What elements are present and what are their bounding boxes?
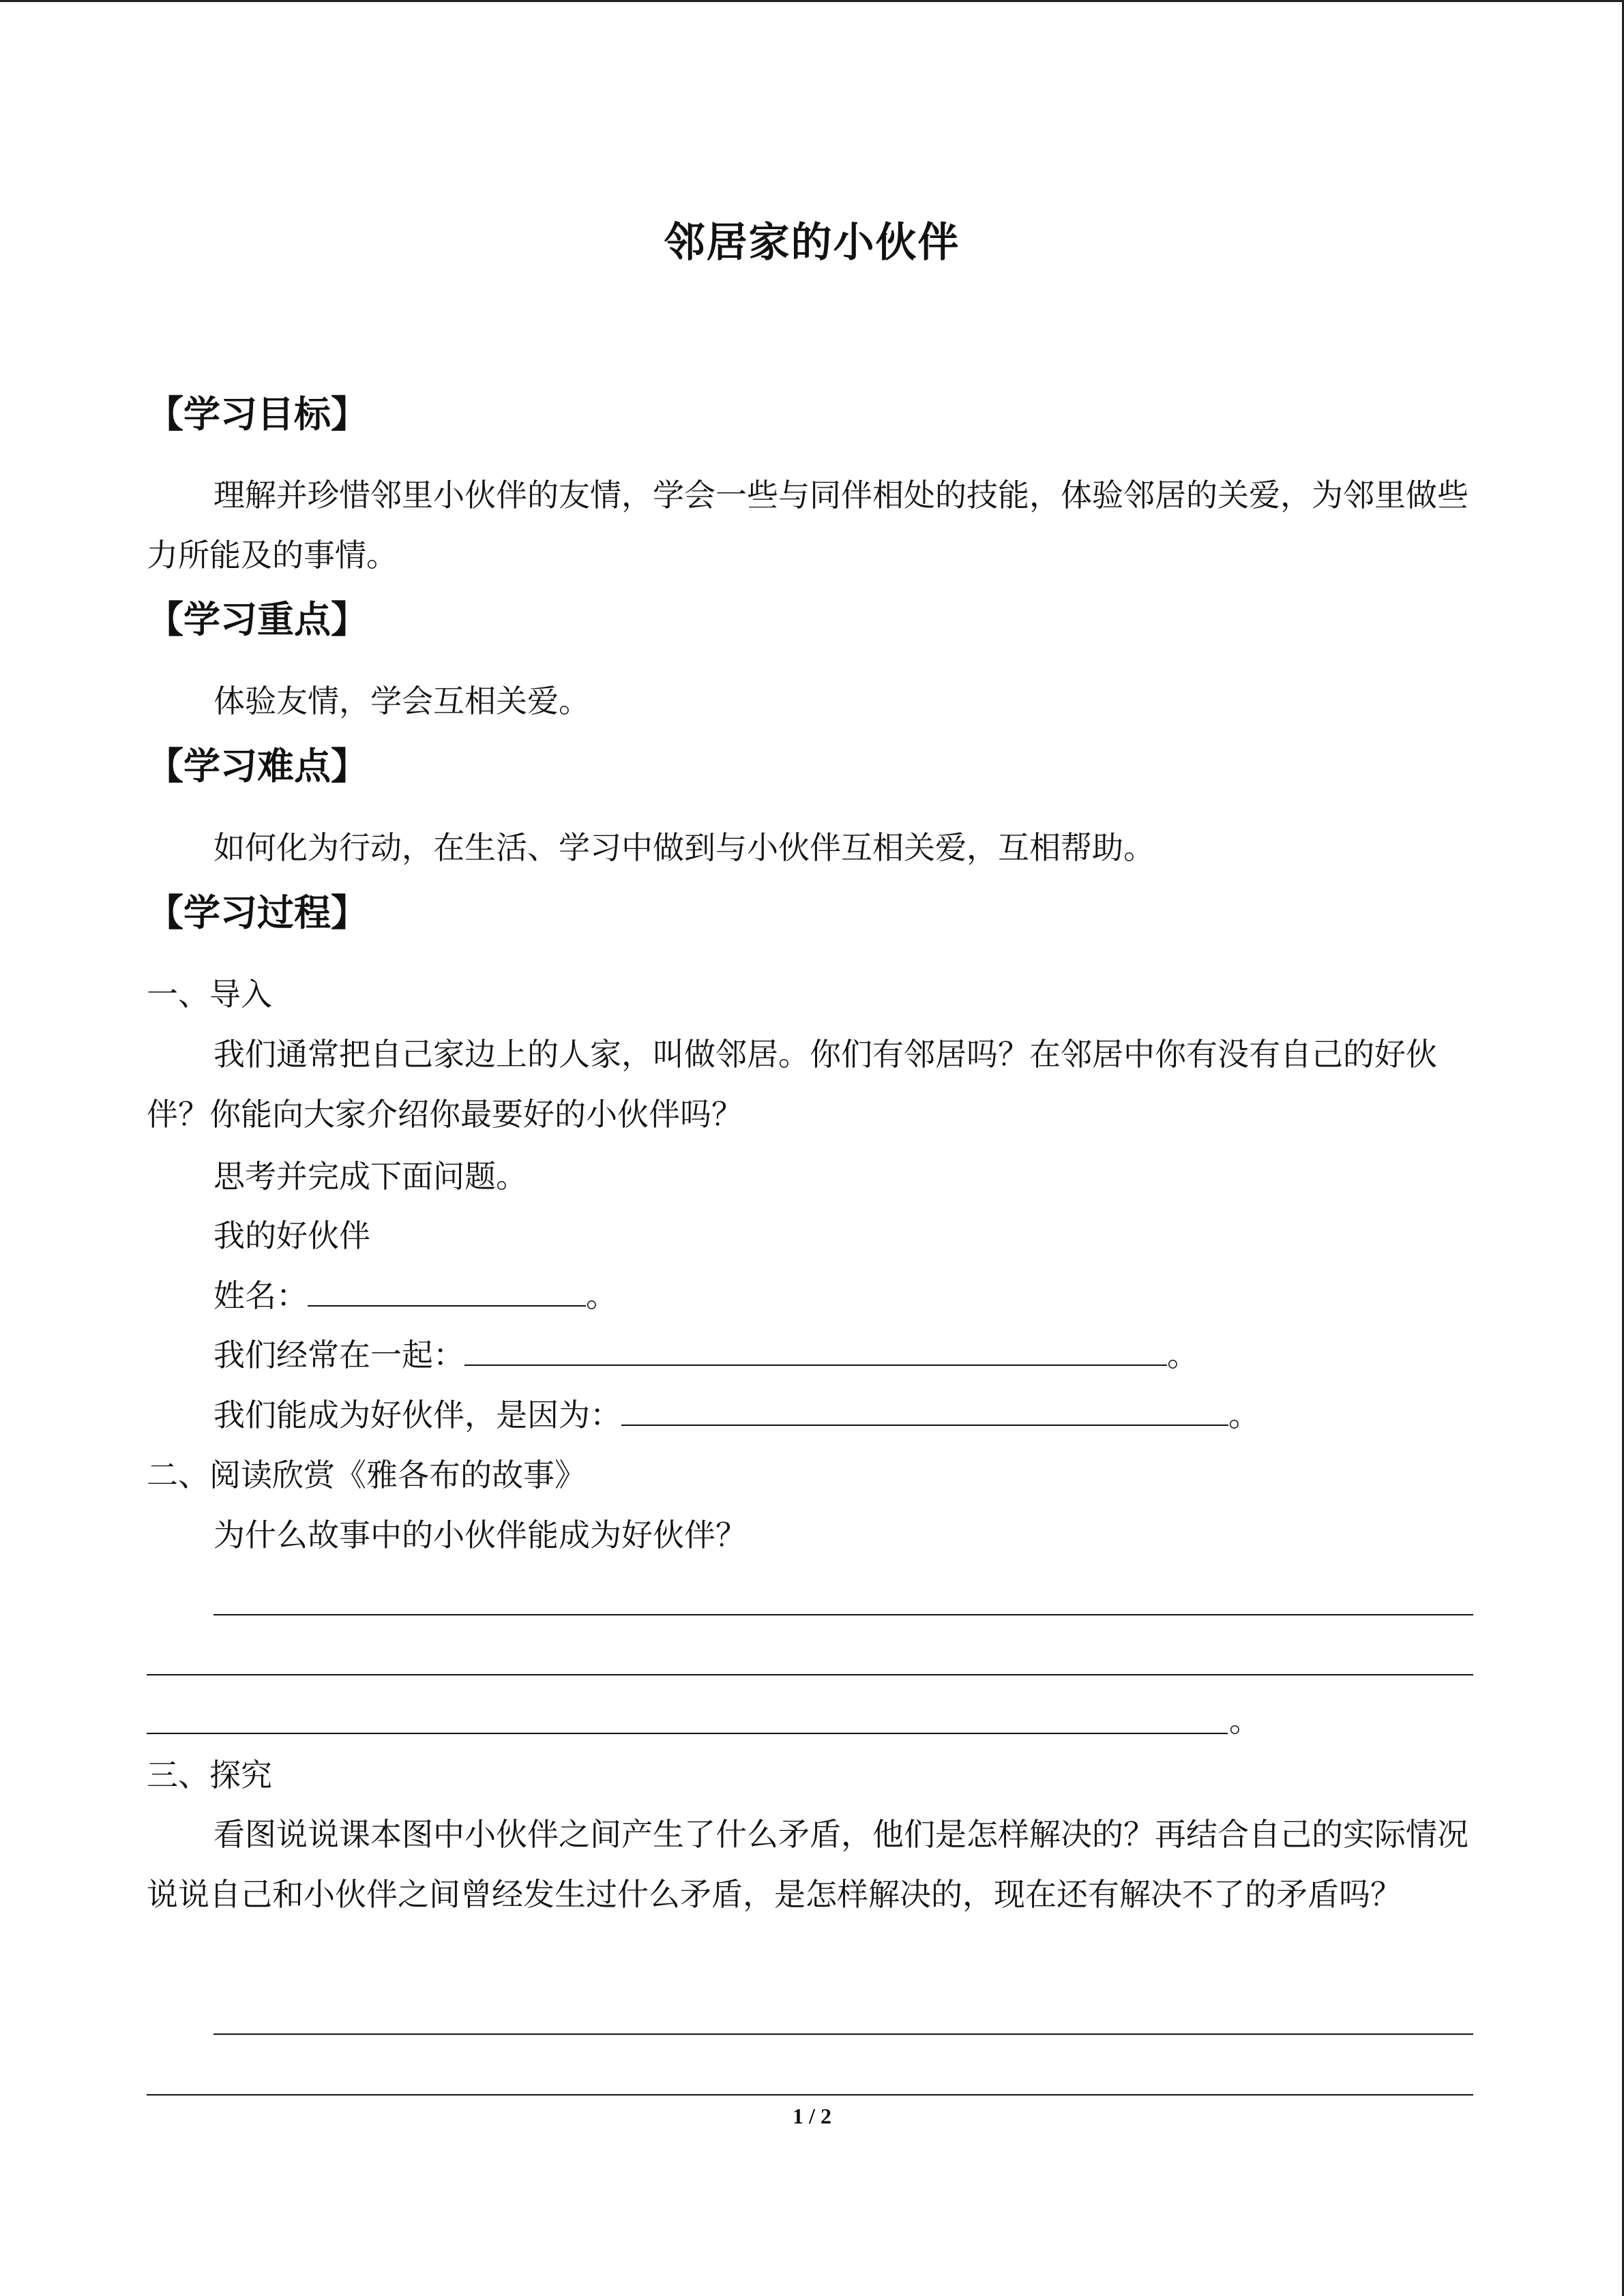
document-title: 邻居家的小伙伴 <box>664 219 960 267</box>
together-blank[interactable] <box>464 1337 1167 1366</box>
part1-intro: 我们通常把自己家边上的人家，叫做邻居。你们有邻居吗？在邻居中你有没有自己的好伙伴？你能向大家介绍你最要好的小伙伴吗？ <box>147 1036 1437 1133</box>
answer-end-mark: 。 <box>1229 1702 1260 1739</box>
reason-label: 我们能成为好伙伴，是因为： <box>213 1397 621 1433</box>
learning-difficulty-text: 如何化为行动，在生活、学习中做到与小伙伴互相关爱，互相帮助。 <box>213 829 1155 866</box>
part2-label: 二、阅读欣赏《雅各布的故事》 <box>147 1457 586 1493</box>
answer-line-4[interactable] <box>213 2033 1473 2035</box>
page-number: 1 / 2 <box>793 2104 831 2128</box>
name-end-mark: 。 <box>586 1277 617 1314</box>
name-label: 姓名： <box>213 1277 308 1314</box>
footer-divider <box>147 2094 1473 2096</box>
part1-prompt: 思考并完成下面问题。 <box>213 1158 527 1195</box>
heading-learning-goal: 【学习目标】 <box>147 392 368 436</box>
reason-end-mark: 。 <box>1228 1397 1260 1433</box>
reason-row <box>213 1395 1260 1435</box>
heading-learning-process: 【学习过程】 <box>147 891 368 934</box>
heading-learning-focus: 【学习重点】 <box>147 597 368 641</box>
learning-goal-text: 理解并珍惜邻里小伙伴的友情，学会一些与同伴相处的技能，体验邻居的关爱，为邻里做些力所能及的事情。 <box>147 477 1468 573</box>
learning-focus-text: 体验友情，学会互相关爱。 <box>213 683 590 719</box>
name-blank[interactable] <box>308 1278 586 1307</box>
part2-question: 为什么故事中的小伙伴能成为好伙伴？ <box>213 1517 747 1553</box>
reason-blank[interactable] <box>621 1397 1228 1426</box>
answer-line-3[interactable] <box>147 1733 1228 1734</box>
together-label: 我们经常在一起： <box>213 1337 464 1373</box>
page-border-top <box>0 0 1624 2</box>
part1-label: 一、导入 <box>147 976 272 1013</box>
name-row <box>213 1275 617 1316</box>
answer-line-1[interactable] <box>213 1614 1473 1615</box>
answer-line-2[interactable] <box>147 1674 1473 1675</box>
part3-label: 三、探究 <box>147 1757 272 1793</box>
part3-text: 看图说说课本图中小伙伴之间产生了什么矛盾，他们是怎样解决的？再结合自己的实际情况说说自己和小伙伴之间曾经发生过什么矛盾，是怎样解决的，现在还有解决不了的矛盾吗？ <box>147 1816 1468 1913</box>
together-row <box>213 1335 1198 1375</box>
together-end-mark: 。 <box>1167 1337 1198 1373</box>
heading-learning-difficulty: 【学习难点】 <box>147 744 368 788</box>
part1-subtitle: 我的好伙伴 <box>213 1217 370 1254</box>
